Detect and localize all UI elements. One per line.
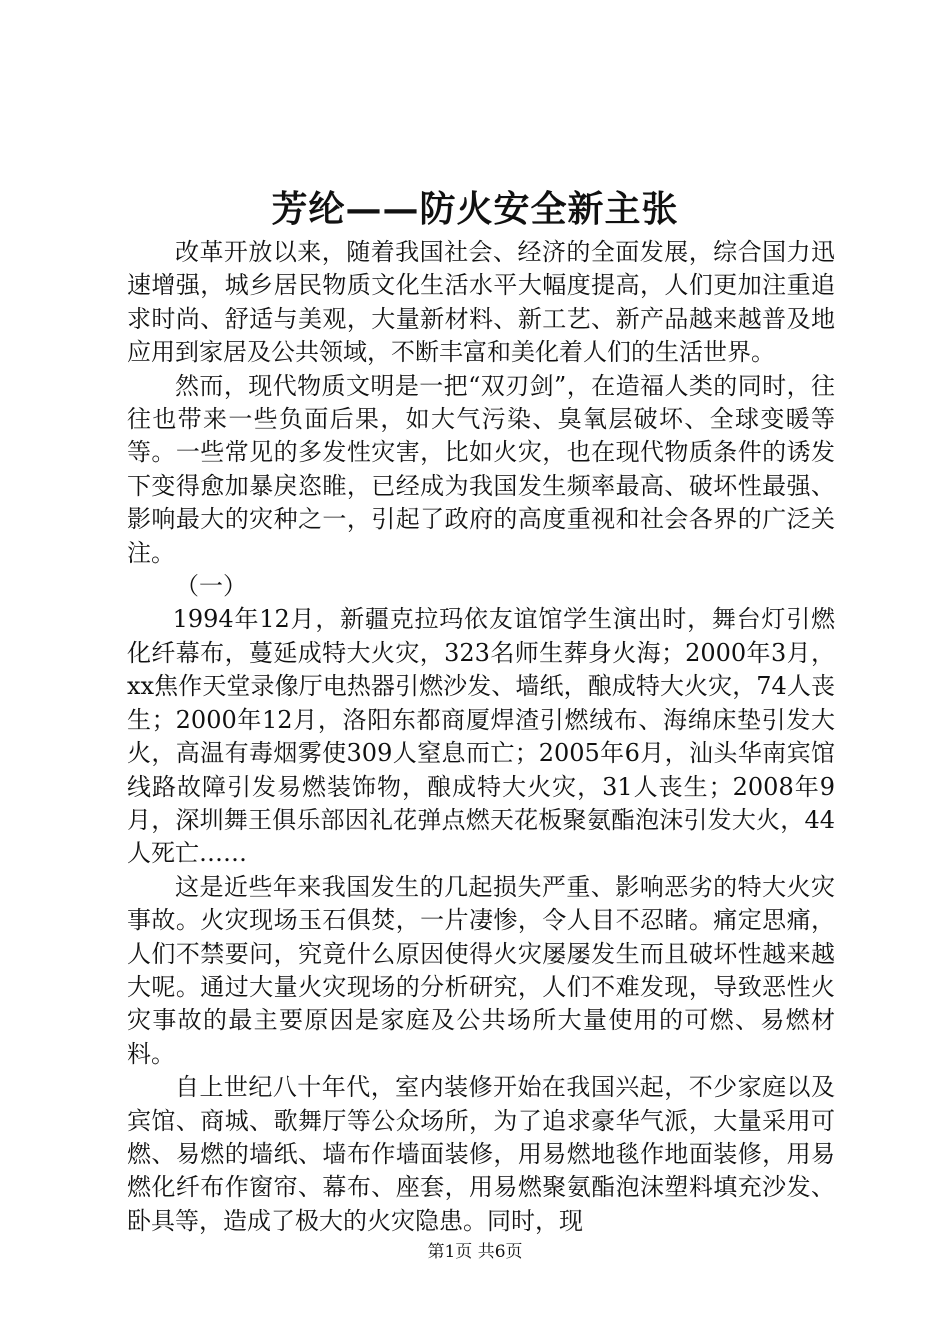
paragraph: 这是近些年来我国发生的几起损失严重、影响恶劣的特大火灾事故。火灾现场玉石俱焚，一片凄惨，令人目不忍睹。痛定思痛，人们不禁要问，究竟什么原因使得火灾屡屡发生而且破坏性越来越大呢。通过大量火灾现场的分析研究，人们不难发现，导致恶性火灾事故的最主要原因是家庭及公共场所大量使用的可燃、易燃材料。 xyxy=(127,872,835,1068)
section-heading: （一） xyxy=(175,572,247,601)
page-number-footer: 第1页 共6页 xyxy=(427,1242,523,1262)
document-body xyxy=(127,236,835,1238)
paragraph: 改革开放以来，随着我国社会、经济的全面发展，综合国力迅速增强，城乡居民物质文化生活水平大幅度提高，人们更加注重追求时尚、舒适与美观，大量新材料、新工艺、新产品越来越普及地应用到家居及公共领域，不断丰富和美化着人们的生活世界。 xyxy=(127,238,835,367)
paragraph: 然而，现代物质文明是一把“双刃剑”，在造福人类的同时，往往也带来一些负面后果，如大气污染、臭氧层破坏、全球变暖等等。一些常见的多发性灾害，比如火灾，也在现代物质条件的诱发下变得愈加暴戾恣睢，已经成为我国发生频率最高、破坏性最强、影响最大的灾种之一，引起了政府的高度重视和社会各界的广泛关注。 xyxy=(127,371,835,567)
document-title: 芳纶——防火安全新主张 xyxy=(271,188,679,230)
paragraph: 1994年12月，新疆克拉玛依友谊馆学生演出时，舞台灯引燃化纤幕布，蔓延成特大火灾，323名师生葬身火海；2000年3月，xx焦作天堂录像厅电热器引燃沙发、墙纸，酿成特大火灾，74人丧生；2000年12月，洛阳东都商厦焊渣引燃绒布、海绵床垫引发大火，高温有毒烟雾使309人窒息而亡；2005年6月，汕头华南宾馆线路故障引发易燃装饰物，酿成特大火灾，31人丧生；2008年9月，深圳舞王俱乐部因礼花弹点燃天花板聚氨酯泡沫引发大火，44人死亡…… xyxy=(127,605,835,868)
paragraph: 自上世纪八十年代，室内装修开始在我国兴起，不少家庭以及宾馆、商城、歌舞厅等公众场所，为了追求豪华气派，大量采用可燃、易燃的墙纸、墙布作墙面装修，用易燃地毯作地面装修，用易燃化纤布作窗帘、幕布、座套，用易燃聚氨酯泡沫塑料填充沙发、卧具等，造成了极大的火灾隐患。同时，现 xyxy=(127,1073,835,1235)
